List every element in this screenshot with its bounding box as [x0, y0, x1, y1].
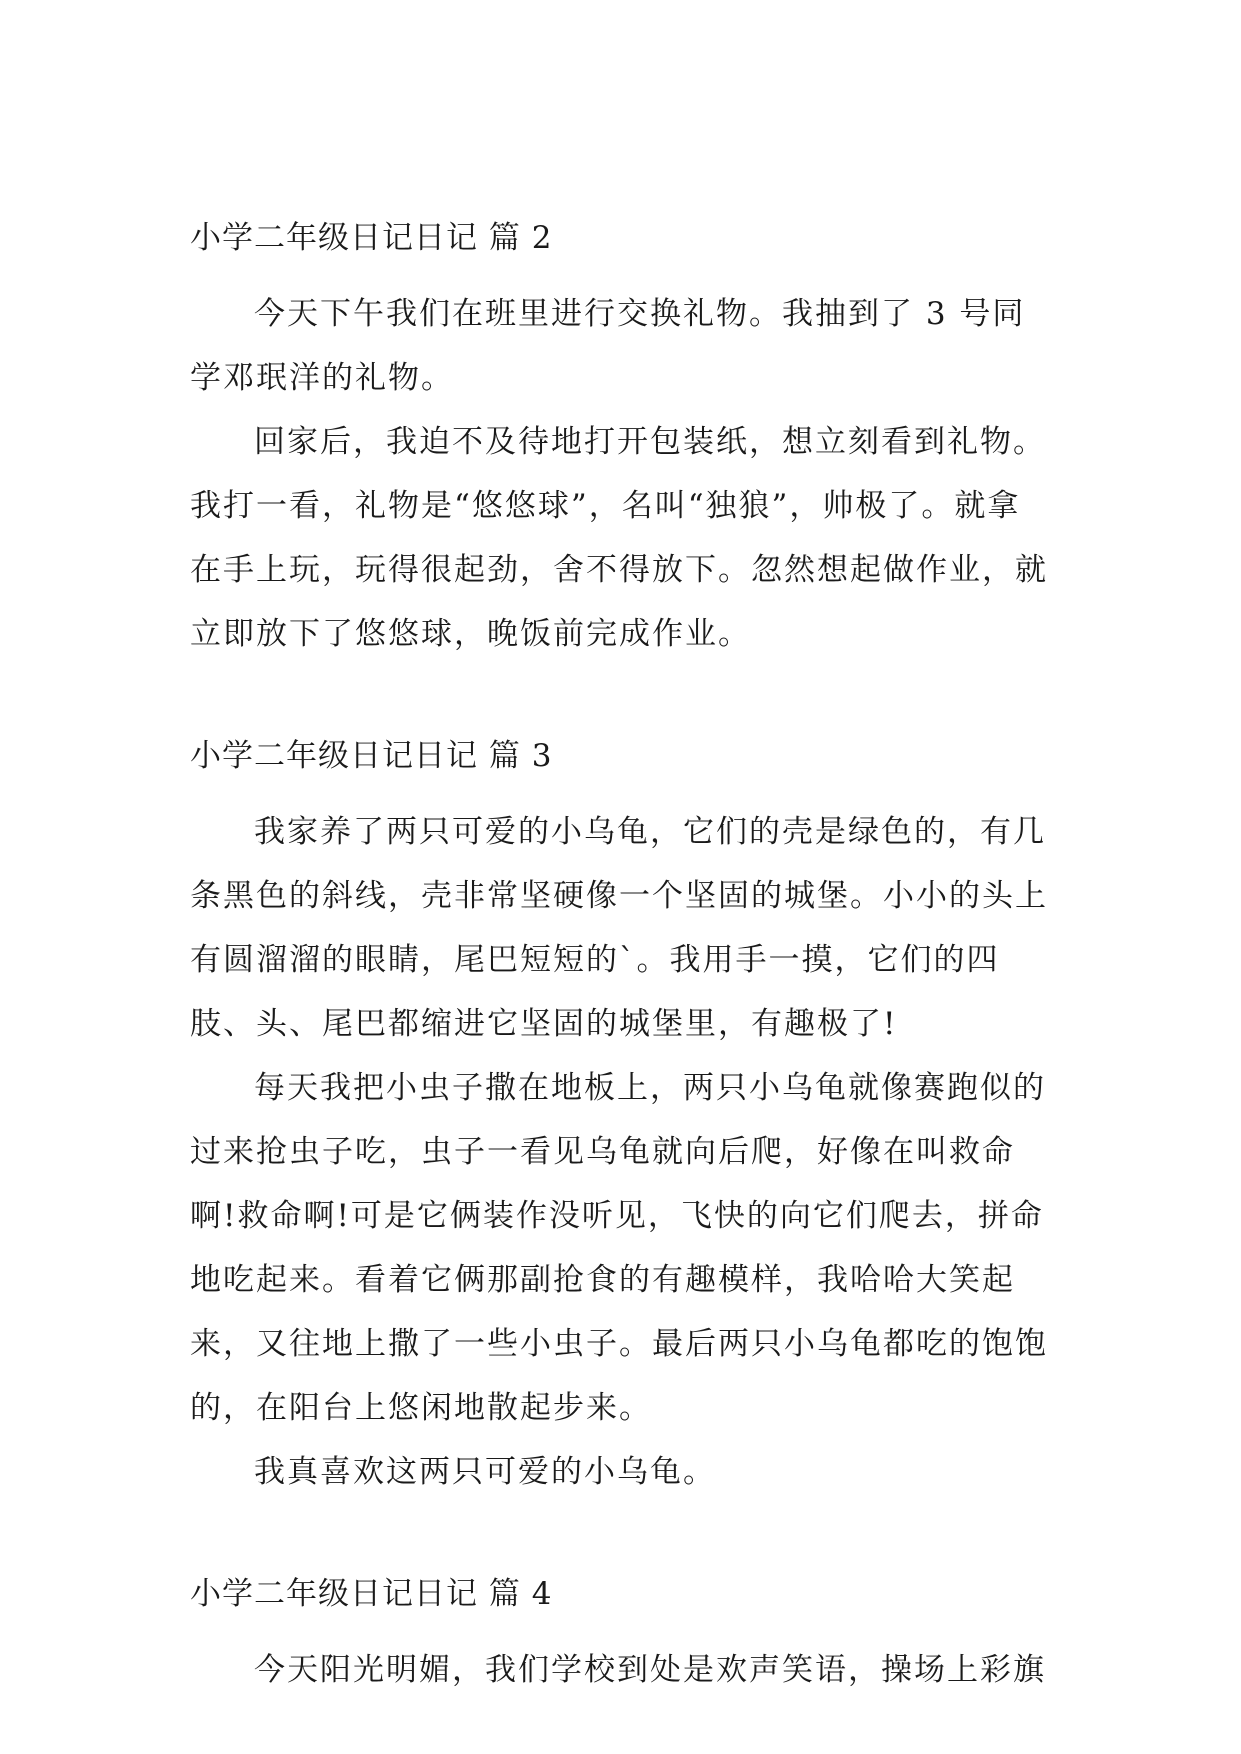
section-heading-3: 小学二年级日记日记 篇 3	[190, 738, 553, 774]
section-2-paragraph-1: 今天下午我们在班里进行交换礼物。我抽到了 3 号同学邓珉洋的礼物。	[190, 296, 1026, 396]
section-heading-2: 小学二年级日记日记 篇 2	[190, 220, 553, 256]
section-4-paragraph-1: 今天阳光明媚，我们学校到处是欢声笑语，操场上彩旗	[254, 1652, 1046, 1688]
section-heading-4: 小学二年级日记日记 篇 4	[190, 1576, 553, 1612]
section-3-paragraph-3: 我真喜欢这两只可爱的小乌龟。	[254, 1454, 716, 1490]
section-3-paragraph-1: 我家养了两只可爱的小乌龟，它们的壳是绿色的，有几条黑色的斜线，壳非常坚硬像一个坚固的城堡。小小的头上有圆溜溜的眼睛，尾巴短短的`。我用手一摸，它们的四肢、头、尾巴都缩进它坚固的城堡里，有趣极了!	[190, 814, 1048, 1042]
section-divider-space	[190, 1504, 1052, 1574]
document-page	[190, 218, 1052, 1702]
section-3-paragraph-2: 每天我把小虫子撒在地板上，两只小乌龟就像赛跑似的过来抢虫子吃，虫子一看见乌龟就向后爬，好像在叫救命啊!救命啊!可是它俩装作没听见，飞快的向它们爬去，拼命地吃起来。看着它俩那副抢食的有趣模样，我哈哈大笑起来，又往地上撒了一些小虫子。最后两只小乌龟都吃的饱饱的，在阳台上悠闲地散起步来。	[190, 1070, 1048, 1426]
section-2-paragraph-2: 回家后，我迫不及待地打开包装纸，想立刻看到礼物。我打一看，礼物是“悠悠球”，名叫“独狼”，帅极了。就拿在手上玩，玩得很起劲，舍不得放下。忽然想起做作业，就立即放下了悠悠球，晚饭前完成作业。	[190, 424, 1048, 652]
section-divider-space	[190, 666, 1052, 736]
